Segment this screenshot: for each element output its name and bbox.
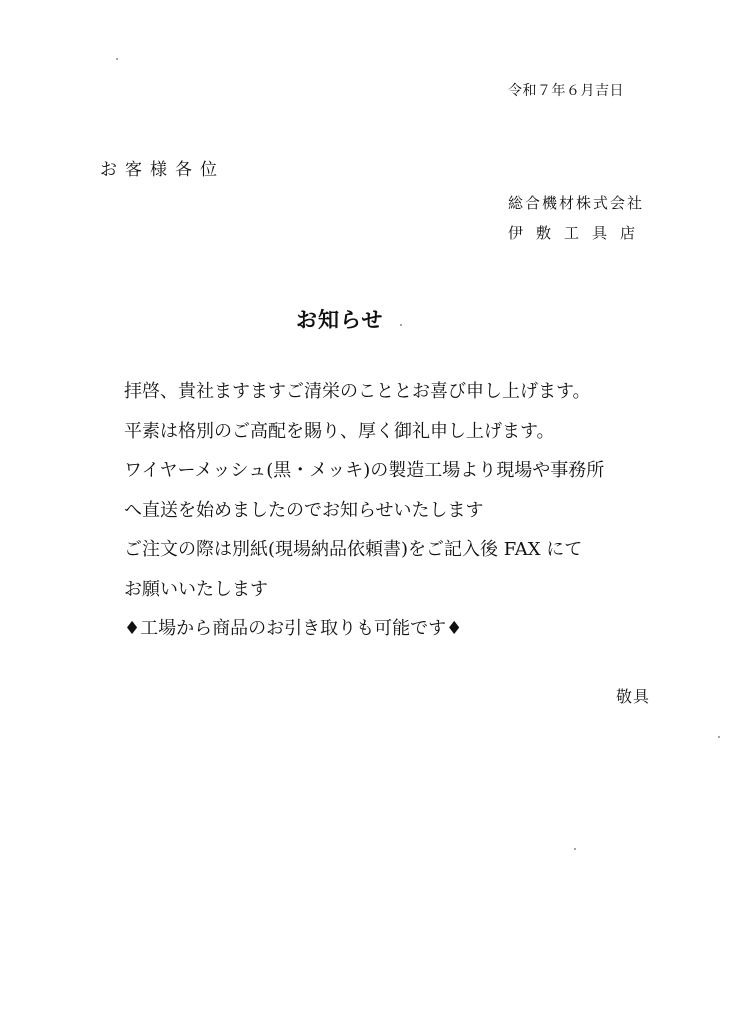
sender-company: 総合機材株式会社 xyxy=(508,194,645,212)
closing-word: 敬具 xyxy=(616,687,651,706)
scan-speck xyxy=(574,848,576,850)
body-line-order-instruction: ご注文の際は別紙(現場納品依頼書)をご記入後 FAX にて xyxy=(124,539,583,560)
body-line-order-request: お願いいたします xyxy=(124,578,268,600)
body-line-announcement-continued: へ直送を始めましたのでお知らせいたします xyxy=(124,499,484,521)
sender-shop: 伊敷工具店 xyxy=(508,224,649,242)
body-line-pickup-note: ♦工場から商品のお引き取りも可能です♦ xyxy=(124,618,463,639)
scan-speck xyxy=(116,58,118,60)
body-line-announcement: ワイヤーメッシュ(黒・メッキ)の製造工場より現場や事務所 xyxy=(124,460,605,481)
scan-speck xyxy=(718,736,720,738)
body-line-greeting: 拝啓、貴社ますますご清栄のこととお喜び申し上げます。 xyxy=(124,381,591,402)
scan-speck xyxy=(400,324,402,326)
body-text xyxy=(124,372,684,649)
body-line-thanks: 平素は格別のご高配を賜り、厚く御礼申し上げます。 xyxy=(124,420,555,442)
document-title: お知らせ xyxy=(296,307,384,332)
recipient-line: お客様各位 xyxy=(100,160,225,180)
document-date: 令和７年６月吉日 xyxy=(508,83,624,99)
